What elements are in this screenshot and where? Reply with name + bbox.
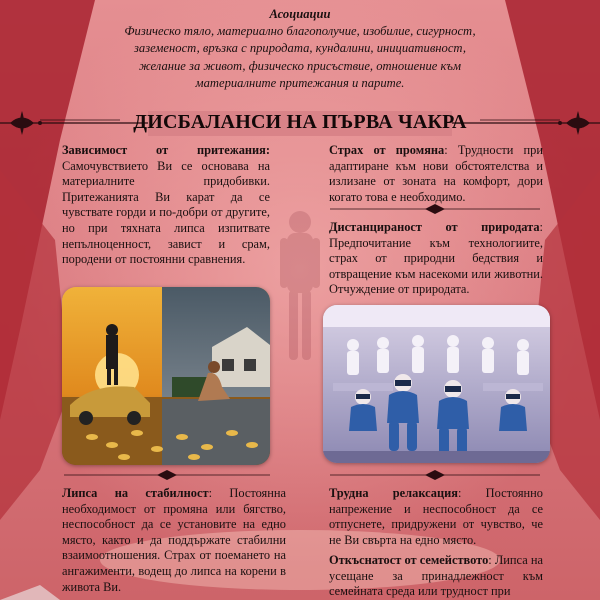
associations-block: [40, 6, 560, 92]
man-on-car-sunset-image: [62, 287, 270, 465]
block-title: Липса на стабилност: [62, 486, 209, 500]
associations-line: материалните притежания и парите.: [195, 75, 405, 90]
vr-headset-people-image: [323, 305, 550, 463]
block-title: Зависимост от притежания:: [62, 143, 270, 157]
associations-line: Физическо тяло, материално благополучие, изобилие, сигурност,: [124, 24, 476, 39]
block-text: : Постоянна необходимост от промяна или бягство, неспособност да се установите на едно място, както и да поддържате стабилни взаимоотношения. Страх от поемането на ангажименти, водещ до липса на корени в живота Ви.: [62, 486, 286, 594]
associations-line: заземеност, връзка с природата, кундалини, инициативност,: [134, 41, 466, 56]
divider-ornament: [64, 468, 270, 482]
page-heading: ДИСБАЛАНСИ НА ПЪРВА ЧАКРА: [133, 111, 467, 133]
block-text: : Постоянно напрежение и неспособност да се отпуснете, придружени от чувство, че не Ви свърта на едно място.: [329, 486, 543, 547]
associations-line: желание за живот, физическо присъствие, отношение към: [138, 58, 461, 73]
right-block-relaxation: [329, 486, 543, 548]
block-text: : Липса на усещане за принадлежност към семейната среда или трудност при: [329, 553, 543, 599]
right-block-family: [329, 553, 543, 600]
block-title: Трудна релаксация: [329, 486, 458, 500]
photo-technology: [323, 305, 550, 463]
photo-wealth: [62, 287, 270, 465]
right-block-change: [329, 143, 543, 205]
block-title: Страх от промяна: [329, 143, 445, 157]
block-title: Откъснатост от семейството: [329, 553, 489, 567]
left-block-possessions: [62, 143, 270, 268]
block-text: : Трудности при адаптиране към нови обстоятелства и излизане от зоната на комфорт, дори когато това е необходимо.: [329, 143, 543, 204]
associations-title: Асоциации: [269, 7, 331, 21]
section-banner: [0, 108, 600, 138]
divider-ornament: [330, 202, 540, 216]
block-text: Самочувствието Ви се основава на материалните придобивки. Притежанията Ви карат да се чувствате горди и по-добри от другите, но при тяхната липса изпитвате непълноценност, завист и срам, породени от постоянни сравнения.: [62, 158, 270, 267]
divider-ornament: [330, 468, 540, 482]
right-block-nature: [329, 220, 543, 298]
block-title: Дистанцираност от природата: [329, 220, 540, 234]
left-block-stability: [62, 486, 286, 595]
block-text: : Предпочитание към технологиите, страх от природни бедствия и отвращение към насекоми или животни. Отчуждение от природата.: [329, 220, 543, 297]
